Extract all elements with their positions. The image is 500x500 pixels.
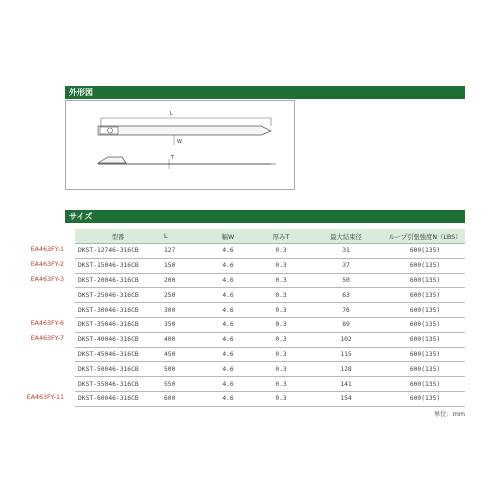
cell-length: 450 <box>161 347 201 362</box>
cell-width: 4.6 <box>201 258 255 273</box>
table-row <box>75 362 465 377</box>
cell-thickness: 0.3 <box>255 288 307 303</box>
cell-max-bundle: 154 <box>307 391 385 406</box>
cell-thickness: 0.3 <box>255 347 307 362</box>
cell-thickness: 0.3 <box>255 273 307 288</box>
header-length: L <box>161 229 201 244</box>
cell-max-bundle: 76 <box>307 303 385 318</box>
cell-thickness: 0.3 <box>255 332 307 347</box>
outline-diagram <box>65 100 295 190</box>
outline-title: 外形図 <box>69 88 93 97</box>
dim-l-label: L <box>170 111 173 117</box>
cell-max-bundle: 128 <box>307 362 385 377</box>
cell-model: DKST-15046-316CB <box>75 258 161 273</box>
dim-w-label: W <box>177 139 182 145</box>
product-code-label <box>0 287 64 302</box>
outline-section-bar <box>65 86 465 99</box>
cell-max-bundle: 115 <box>307 347 385 362</box>
cell-width: 4.6 <box>201 332 255 347</box>
cell-width: 4.6 <box>201 391 255 406</box>
cell-thickness: 0.3 <box>255 391 307 406</box>
cell-loop-strength: 600(135) <box>385 362 465 377</box>
cell-loop-strength: 600(135) <box>385 332 465 347</box>
table-row <box>75 317 465 332</box>
cell-length: 300 <box>161 303 201 318</box>
cell-model: DKST-25046-316CB <box>75 288 161 303</box>
product-code-label: EA463FY-2 <box>30 260 64 268</box>
cell-max-bundle: 37 <box>307 258 385 273</box>
cell-loop-strength: 600(135) <box>385 377 465 392</box>
table-row <box>75 391 465 406</box>
cell-model: DKST-12746-316CB <box>75 244 161 259</box>
table-row <box>75 244 465 259</box>
size-section-bar <box>65 210 465 223</box>
cable-tie-drawing <box>66 101 294 189</box>
product-code-label <box>0 347 64 362</box>
table-row <box>75 377 465 392</box>
cell-model: DKST-45046-316CB <box>75 347 161 362</box>
table-row <box>75 288 465 303</box>
cell-length: 550 <box>161 377 201 392</box>
cell-length: 500 <box>161 362 201 377</box>
cell-model: DKST-55046-316CB <box>75 377 161 392</box>
cell-loop-strength: 600(135) <box>385 303 465 318</box>
table-body <box>75 244 465 407</box>
product-code-label: EA463FY-1 <box>30 246 64 253</box>
cell-width: 4.6 <box>201 362 255 377</box>
cell-width: 4.6 <box>201 303 255 318</box>
cell-model: DKST-20046-316CB <box>75 273 161 288</box>
cell-model: DKST-60046-316CB <box>75 391 161 406</box>
header-model: 型番 <box>75 229 161 244</box>
header-loop-strength: ループ引張強度N（LBS） <box>385 229 465 244</box>
table-header-row <box>75 229 465 244</box>
product-code-labels <box>0 243 64 406</box>
cell-loop-strength: 600(135) <box>385 391 465 406</box>
header-max-bundle: 最大結束径 <box>307 229 385 244</box>
header-width: 幅W <box>201 229 255 244</box>
spec-table <box>75 229 465 407</box>
cell-length: 350 <box>161 317 201 332</box>
unit-note: 単位：mm <box>433 411 465 418</box>
cell-max-bundle: 50 <box>307 273 385 288</box>
cell-thickness: 0.3 <box>255 303 307 318</box>
header-thickness: 厚みT <box>255 229 307 244</box>
cell-length: 127 <box>161 244 201 259</box>
product-code-label: EA463FY-7 <box>30 334 64 342</box>
cell-max-bundle: 89 <box>307 317 385 332</box>
cell-loop-strength: 600(135) <box>385 244 465 259</box>
cell-width: 4.6 <box>201 244 255 259</box>
table-row <box>75 347 465 362</box>
cell-loop-strength: 600(135) <box>385 258 465 273</box>
cell-thickness: 0.3 <box>255 377 307 392</box>
product-code-label: EA463FY-11 <box>26 393 64 401</box>
size-title: サイズ <box>69 212 93 221</box>
product-code-label <box>0 376 64 391</box>
cell-length: 200 <box>161 273 201 288</box>
cell-length: 150 <box>161 258 201 273</box>
product-code-label <box>0 361 64 376</box>
cell-width: 4.6 <box>201 273 255 288</box>
cell-loop-strength: 600(135) <box>385 317 465 332</box>
cell-length: 400 <box>161 332 201 347</box>
cell-length: 600 <box>161 391 201 406</box>
cell-max-bundle: 102 <box>307 332 385 347</box>
cell-max-bundle: 141 <box>307 377 385 392</box>
cell-max-bundle: 63 <box>307 288 385 303</box>
cell-thickness: 0.3 <box>255 317 307 332</box>
table-row <box>75 303 465 318</box>
cell-model: DKST-50046-316CB <box>75 362 161 377</box>
cell-width: 4.6 <box>201 347 255 362</box>
cell-width: 4.6 <box>201 288 255 303</box>
cell-model: DKST-35046-316CB <box>75 317 161 332</box>
table-row <box>75 332 465 347</box>
cell-thickness: 0.3 <box>255 258 307 273</box>
cell-max-bundle: 31 <box>307 244 385 259</box>
cell-length: 250 <box>161 288 201 303</box>
cell-model: DKST-40046-316CB <box>75 332 161 347</box>
cell-loop-strength: 600(135) <box>385 288 465 303</box>
dim-t-label: T <box>171 155 175 161</box>
cell-thickness: 0.3 <box>255 244 307 259</box>
product-code-label: EA463FY-3 <box>30 275 64 283</box>
cell-loop-strength: 600(135) <box>385 347 465 362</box>
table-row <box>75 258 465 273</box>
cell-model: DKST-30046-316CB <box>75 303 161 318</box>
product-code-label <box>0 302 64 317</box>
table-row <box>75 273 465 288</box>
cell-loop-strength: 600(135) <box>385 273 465 288</box>
cell-width: 4.6 <box>201 317 255 332</box>
cell-width: 4.6 <box>201 377 255 392</box>
cell-thickness: 0.3 <box>255 362 307 377</box>
product-code-label: EA463FY-6 <box>30 319 64 327</box>
